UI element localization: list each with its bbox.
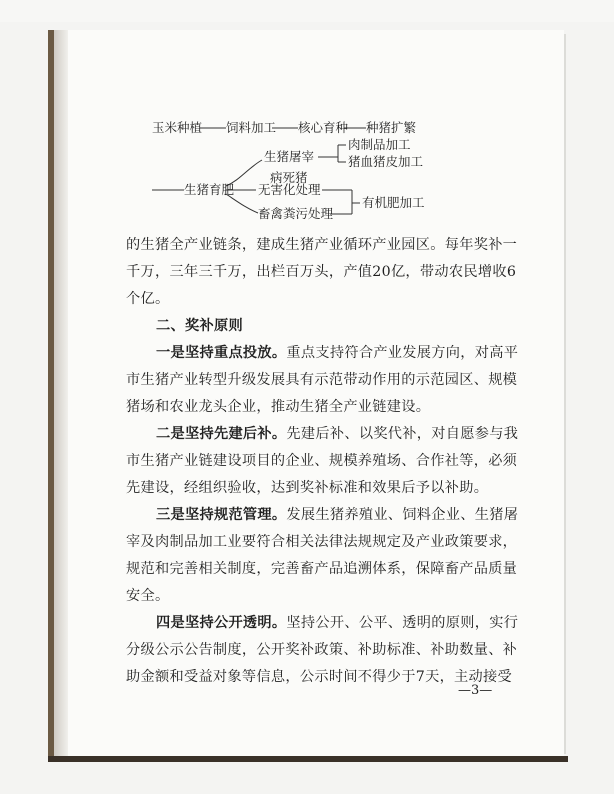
principle-1-line-1 [156, 344, 518, 362]
principle-2-text: 先建后补、以奖代补，对自愿参与我 [286, 426, 519, 442]
node-blood: 猪血猪皮加工 [348, 154, 424, 169]
node-corn: 玉米种植 [152, 120, 203, 135]
principle-2-title: 二是坚持先建后补。 [156, 426, 287, 442]
node-expand: 种猪扩繁 [366, 120, 417, 135]
principle-1-line-2: 市生猪产业转型升级发展具有示范带动作用的示范园区、规模 [126, 372, 518, 388]
principle-3-title: 三是坚持规范管理。 [156, 507, 287, 523]
principle-4-line-3: 助金额和受益对象等信息，公示时间不得少于7天，主动接受 [126, 669, 513, 685]
node-slaughter: 生猪屠宰 [264, 149, 315, 164]
principle-2-line-1 [156, 425, 518, 443]
principle-2-line-3: 先建设，经组织验收，达到奖补标准和效果后予以补助。 [126, 480, 489, 496]
node-fertilizer: 有机肥加工 [362, 195, 425, 210]
principle-3-text: 发展生猪养殖业、饲料企业、生猪屠 [286, 507, 519, 523]
intro-line-3: 个亿。 [126, 291, 170, 307]
intro-line-1: 的生猪全产业链条，建成生猪产业循环产业园区。每年奖补一 [126, 237, 518, 253]
principle-1-text: 重点支持符合产业发展方向，对高平 [286, 345, 519, 361]
principle-3-line-4: 安全。 [126, 588, 170, 604]
section-heading: 二、奖补原则 [156, 318, 243, 334]
principle-3-line-3: 规范和完善相关制度，完善畜产品追溯体系，保障畜产品质量 [126, 561, 518, 577]
scan-border [0, 0, 614, 22]
node-manure: 畜禽粪污处理 [258, 206, 334, 221]
spine-shadow [54, 30, 68, 758]
principle-3-line-1 [156, 506, 518, 524]
principle-4-line-1 [156, 614, 518, 632]
node-fattening: 生猪育肥 [184, 182, 235, 197]
principle-4-text: 坚持公开、公平、透明的原则，实行 [286, 615, 519, 631]
node-meat: 肉制品加工 [348, 137, 411, 152]
principle-4-title: 四是坚持公开透明。 [156, 615, 287, 631]
principle-3-line-2: 宰及肉制品加工业要符合相关法律法规规定及产业政策要求， [126, 534, 518, 550]
node-dead-pig: 病死猪 [270, 170, 308, 185]
page-bottom-edge [48, 756, 568, 762]
intro-line-2: 千万，三年三千万，出栏百万头，产值20亿，带动农民增收6 [126, 264, 517, 280]
node-harmless: 无害化处理 [258, 182, 321, 197]
principle-2-line-2: 市生猪产业链建设项目的企业、规模养殖场、合作社等，必须 [126, 453, 518, 469]
node-breeding: 核心育种 [298, 120, 349, 135]
page-edge [564, 34, 566, 754]
principle-4-line-2: 分级公示公告制度，公开奖补政策、补助标准、补助数量、补 [126, 642, 518, 658]
principle-1-title: 一是坚持重点投放。 [156, 345, 287, 361]
node-feed: 饲料加工 [226, 120, 277, 135]
page-number: —3— [458, 683, 493, 698]
principle-1-line-3: 猪场和农业龙头企业，推动生猪全产业链建设。 [126, 399, 431, 415]
